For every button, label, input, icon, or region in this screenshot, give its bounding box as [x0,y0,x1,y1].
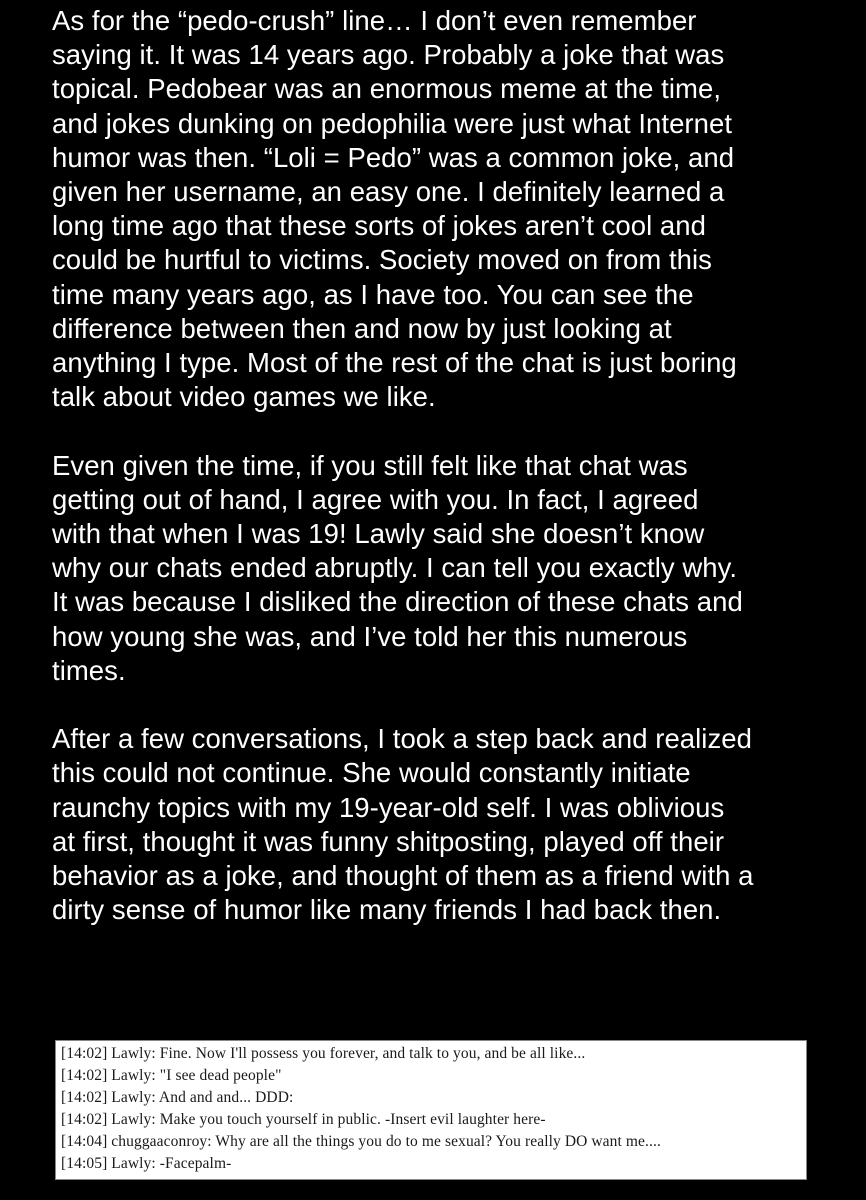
chat-line: [14:02] Lawly: And and and... DDD: [61,1089,294,1106]
text-line: topical. Pedobear was an enormous meme at the time, [52,73,722,105]
text-line: After a few conversations, I took a step back and realized [52,723,752,755]
text-line: saying it. It was 14 years ago. Probably a joke that was [52,39,725,71]
text-line: time many years ago, as I have too. You can see the [52,278,694,310]
text-line: anything I type. Most of the rest of the chat is just boring [52,347,737,379]
text-line: at first, thought it was funny shitposting, played off their [52,825,725,857]
chat-log-screenshot [55,1040,807,1180]
statement-text [52,4,852,927]
text-line: raunchy topics with my 19-year-old self. I was oblivious [52,791,725,823]
text-line: long time ago that these sorts of jokes aren’t cool and [52,210,706,242]
chat-line: [14:02] Lawly: "I see dead people" [61,1067,282,1084]
paragraph-gap [52,414,852,448]
text-line: It was because I disliked the direction of these chats and [52,586,743,618]
text-line: with that when I was 19! Lawly said she doesn’t know [52,518,705,550]
text-line: humor was then. “Loli = Pedo” was a common joke, and [52,141,735,173]
text-line: this could not continue. She would constantly initiate [52,757,691,789]
text-line: behavior as a joke, and thought of them as a friend with a [52,860,754,892]
text-line: could be hurtful to victims. Society moved on from this [52,244,712,276]
paragraph-2 [52,449,852,688]
text-line: times. [52,654,126,686]
text-line: difference between then and now by just looking at [52,312,672,344]
text-line: talk about video games we like. [52,381,436,413]
text-line: dirty sense of humor like many friends I had back then. [52,894,722,926]
text-line: how young she was, and I’ve told her this numerous [52,620,688,652]
text-line: Even given the time, if you still felt like that chat was [52,449,688,481]
text-line: getting out of hand, I agree with you. In fact, I agreed [52,483,699,515]
chat-line: [14:02] Lawly: Make you touch yourself in public. -Insert evil laughter here- [61,1111,546,1128]
chat-line: [14:02] Lawly: Fine. Now I'll possess you forever, and talk to you, and be all like... [61,1045,586,1062]
paragraph-gap [52,688,852,722]
text-line: why our chats ended abruptly. I can tell you exactly why. [52,552,738,584]
text-line: As for the “pedo-crush” line… I don’t even remember [52,5,697,36]
text-line: and jokes dunking on pedophilia were just what Internet [52,107,733,139]
chat-line: [14:04] chuggaaconroy: Why are all the things you do to me sexual? You really DO want me.... [61,1133,661,1150]
paragraph-1 [52,4,852,414]
paragraph-3 [52,722,852,927]
chat-line: [14:05] Lawly: -Facepalm- [61,1155,232,1172]
text-line: given her username, an easy one. I definitely learned a [52,176,725,208]
